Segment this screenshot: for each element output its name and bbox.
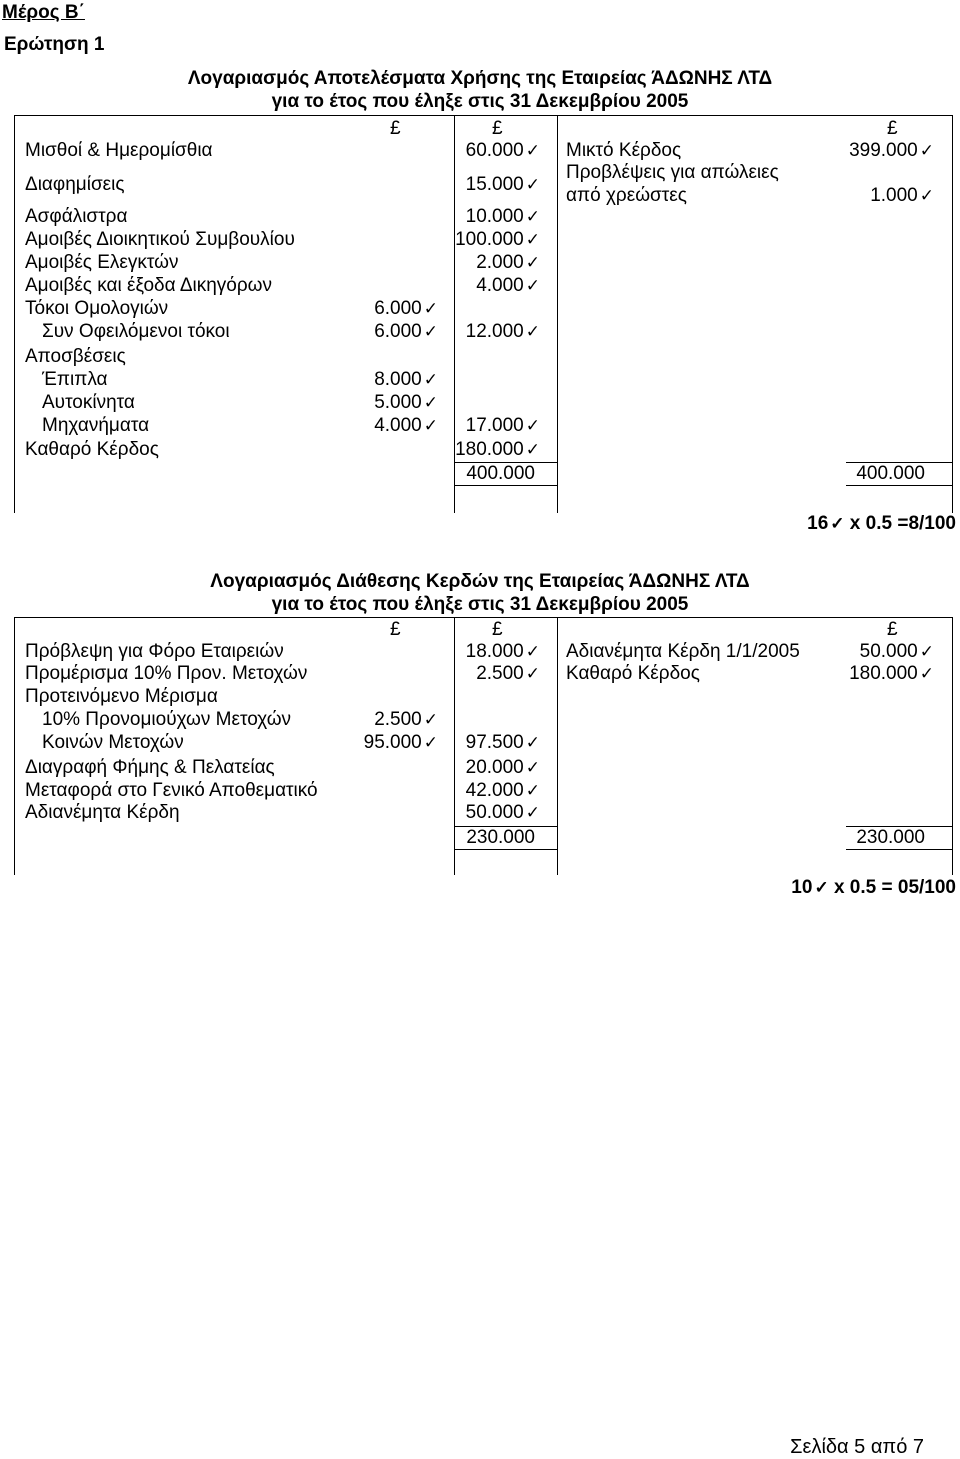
debit-inner-amount: 6.000 ✓: [374, 321, 438, 342]
debit-outer-amount: 2.500 ✓: [476, 663, 540, 684]
debit-label: Έπιπλα: [42, 369, 108, 390]
check-icon: ✓: [423, 710, 438, 729]
debit-outer-amount: 2.000 ✓: [476, 252, 540, 273]
account2-left-border: [14, 617, 15, 875]
account2-currency-inner: £: [390, 619, 401, 640]
check-icon: ✓: [423, 393, 438, 412]
check-icon: ✓: [525, 322, 540, 341]
debit-outer-amount: 15.000 ✓: [465, 174, 540, 195]
debit-label: 10% Προνομιούχων Μετοχών: [42, 709, 292, 730]
debit-outer-amount: 100.000 ✓: [455, 229, 540, 250]
account1-total-credit: 400.000: [856, 463, 925, 484]
check-icon: ✓: [525, 664, 540, 683]
question-heading: Ερώτηση 1: [4, 34, 105, 55]
account2-score: 10 ✓ x 0.5 = 05/100: [791, 877, 956, 898]
credit-label-line2: από χρεώστες: [566, 185, 687, 206]
debit-label: Συν Οφειλόμενοι τόκοι: [42, 321, 230, 342]
account1-credit-total-rule-bottom: [846, 485, 952, 486]
debit-inner-amount: 2.500 ✓: [374, 709, 438, 730]
debit-outer-amount: 20.000 ✓: [465, 757, 540, 778]
check-icon: ✓: [525, 803, 540, 822]
check-icon: ✓: [919, 186, 934, 205]
debit-label: Αδιανέμητα Κέρδη: [25, 802, 180, 823]
check-icon: ✓: [814, 878, 829, 897]
account2-subtitle: για το έτος που έληξε στις 31 Δεκεμβρίου 2005: [271, 594, 689, 615]
page-number: Σελίδα 5 από 7: [790, 1436, 924, 1458]
check-icon: ✓: [525, 416, 540, 435]
debit-label: Αποσβέσεις: [25, 346, 126, 367]
debit-inner-amount: 4.000 ✓: [374, 415, 438, 436]
account2-currency-credit: £: [887, 619, 898, 640]
debit-outer-amount: 42.000 ✓: [465, 780, 540, 801]
check-icon: ✓: [423, 733, 438, 752]
account2-title: Λογαριασμός Διάθεσης Κερδών της Εταιρείας ΆΔΩΝΗΣ ΛΤΔ: [210, 571, 750, 592]
check-icon: ✓: [919, 141, 934, 160]
debit-outer-amount: 50.000 ✓: [465, 802, 540, 823]
check-icon: ✓: [830, 514, 845, 533]
check-icon: ✓: [525, 253, 540, 272]
check-icon: ✓: [423, 299, 438, 318]
debit-label: Αυτοκίνητα: [42, 392, 135, 413]
credit-amount: 50.000 ✓: [859, 641, 934, 662]
account1-debit-total-rule-bottom: [454, 485, 557, 486]
debit-outer-amount: 17.000 ✓: [465, 415, 540, 436]
account1-right-border: [952, 115, 953, 513]
debit-outer-amount: 12.000 ✓: [465, 321, 540, 342]
check-icon: ✓: [423, 416, 438, 435]
debit-inner-amount: 95.000 ✓: [363, 732, 438, 753]
part-heading: Μέρος Β΄: [2, 2, 85, 23]
account1-currency-outer: £: [492, 118, 503, 139]
debit-label: Τόκοι Ομολογιών: [25, 298, 169, 319]
check-icon: ✓: [525, 141, 540, 160]
credit-label: Αδιανέμητα Κέρδη 1/1/2005: [566, 641, 800, 662]
debit-outer-amount: 97.500 ✓: [465, 732, 540, 753]
debit-label: Προτεινόμενο Μέρισμα: [25, 686, 218, 707]
account1-subtitle: για το έτος που έληξε στις 31 Δεκεμβρίου 2005: [271, 91, 689, 112]
debit-outer-amount: 60.000 ✓: [465, 140, 540, 161]
debit-inner-amount: 5.000 ✓: [374, 392, 438, 413]
debit-label: Μισθοί & Ημερομίσθια: [25, 140, 213, 161]
debit-label: Προμέρισμα 10% Προν. Μετοχών: [25, 663, 308, 684]
check-icon: ✓: [919, 664, 934, 683]
check-icon: ✓: [525, 276, 540, 295]
debit-label: Μεταφορά στο Γενικό Αποθεματικό: [25, 780, 318, 801]
check-icon: ✓: [423, 370, 438, 389]
credit-amount: 399.000 ✓: [849, 140, 934, 161]
account1-score: 16 ✓ x 0.5 =8/100: [807, 513, 956, 534]
debit-label: Καθαρό Κέρδος: [25, 439, 159, 460]
debit-label: Αμοιβές και έξοδα Δικηγόρων: [25, 275, 273, 296]
account2-debit-total-rule-bottom: [454, 849, 557, 850]
account1-left-border: [14, 115, 15, 513]
account2-center-rule: [557, 617, 558, 875]
debit-label: Αμοιβές Ελεγκτών: [25, 252, 179, 273]
debit-outer-amount: 4.000 ✓: [476, 275, 540, 296]
debit-outer-amount: 18.000 ✓: [465, 641, 540, 662]
debit-inner-amount: 8.000 ✓: [374, 369, 438, 390]
debit-inner-amount: 6.000 ✓: [374, 298, 438, 319]
check-icon: ✓: [525, 758, 540, 777]
account1-currency-inner: £: [390, 118, 401, 139]
debit-label: Αμοιβές Διοικητικού Συμβουλίου: [25, 229, 295, 250]
credit-amount: 1.000 ✓: [870, 185, 934, 206]
account1-center-rule: [557, 115, 558, 513]
credit-label: Καθαρό Κέρδος: [566, 663, 700, 684]
debit-label: Πρόβλεψη για Φόρο Εταιρειών: [25, 641, 284, 662]
account2-total-credit: 230.000: [856, 827, 925, 848]
account2-right-border: [952, 617, 953, 875]
check-icon: ✓: [525, 207, 540, 226]
account2-credit-total-rule-bottom: [846, 849, 952, 850]
account2-inner-column-rule: [454, 617, 455, 875]
account1-currency-credit: £: [887, 118, 898, 139]
account1-total-debit: 400.000: [466, 463, 535, 484]
credit-label: Προβλέψεις για απώλειες: [566, 162, 779, 183]
debit-outer-amount: 10.000 ✓: [465, 206, 540, 227]
check-icon: ✓: [423, 322, 438, 341]
check-icon: ✓: [525, 175, 540, 194]
check-icon: ✓: [525, 642, 540, 661]
credit-amount: 180.000 ✓: [849, 663, 934, 684]
debit-outer-amount: 180.000 ✓: [455, 439, 540, 460]
debit-label: Κοινών Μετοχών: [42, 732, 184, 753]
check-icon: ✓: [525, 781, 540, 800]
debit-label: Μηχανήματα: [42, 415, 150, 436]
check-icon: ✓: [525, 230, 540, 249]
check-icon: ✓: [525, 733, 540, 752]
account2-total-debit: 230.000: [466, 827, 535, 848]
account2-top-rule: [14, 617, 952, 618]
account1-top-rule: [14, 115, 952, 116]
account2-currency-outer: £: [492, 619, 503, 640]
credit-label: Μικτό Κέρδος: [566, 140, 682, 161]
debit-label: Διαφημίσεις: [25, 174, 125, 195]
check-icon: ✓: [919, 642, 934, 661]
account1-title: Λογαριασμός Αποτελέσματα Χρήσης της Εταιρείας ΆΔΩΝΗΣ ΛΤΔ: [187, 68, 773, 89]
check-icon: ✓: [525, 440, 540, 459]
debit-label: Διαγραφή Φήμης & Πελατείας: [25, 757, 275, 778]
debit-label: Ασφάλιστρα: [25, 206, 128, 227]
